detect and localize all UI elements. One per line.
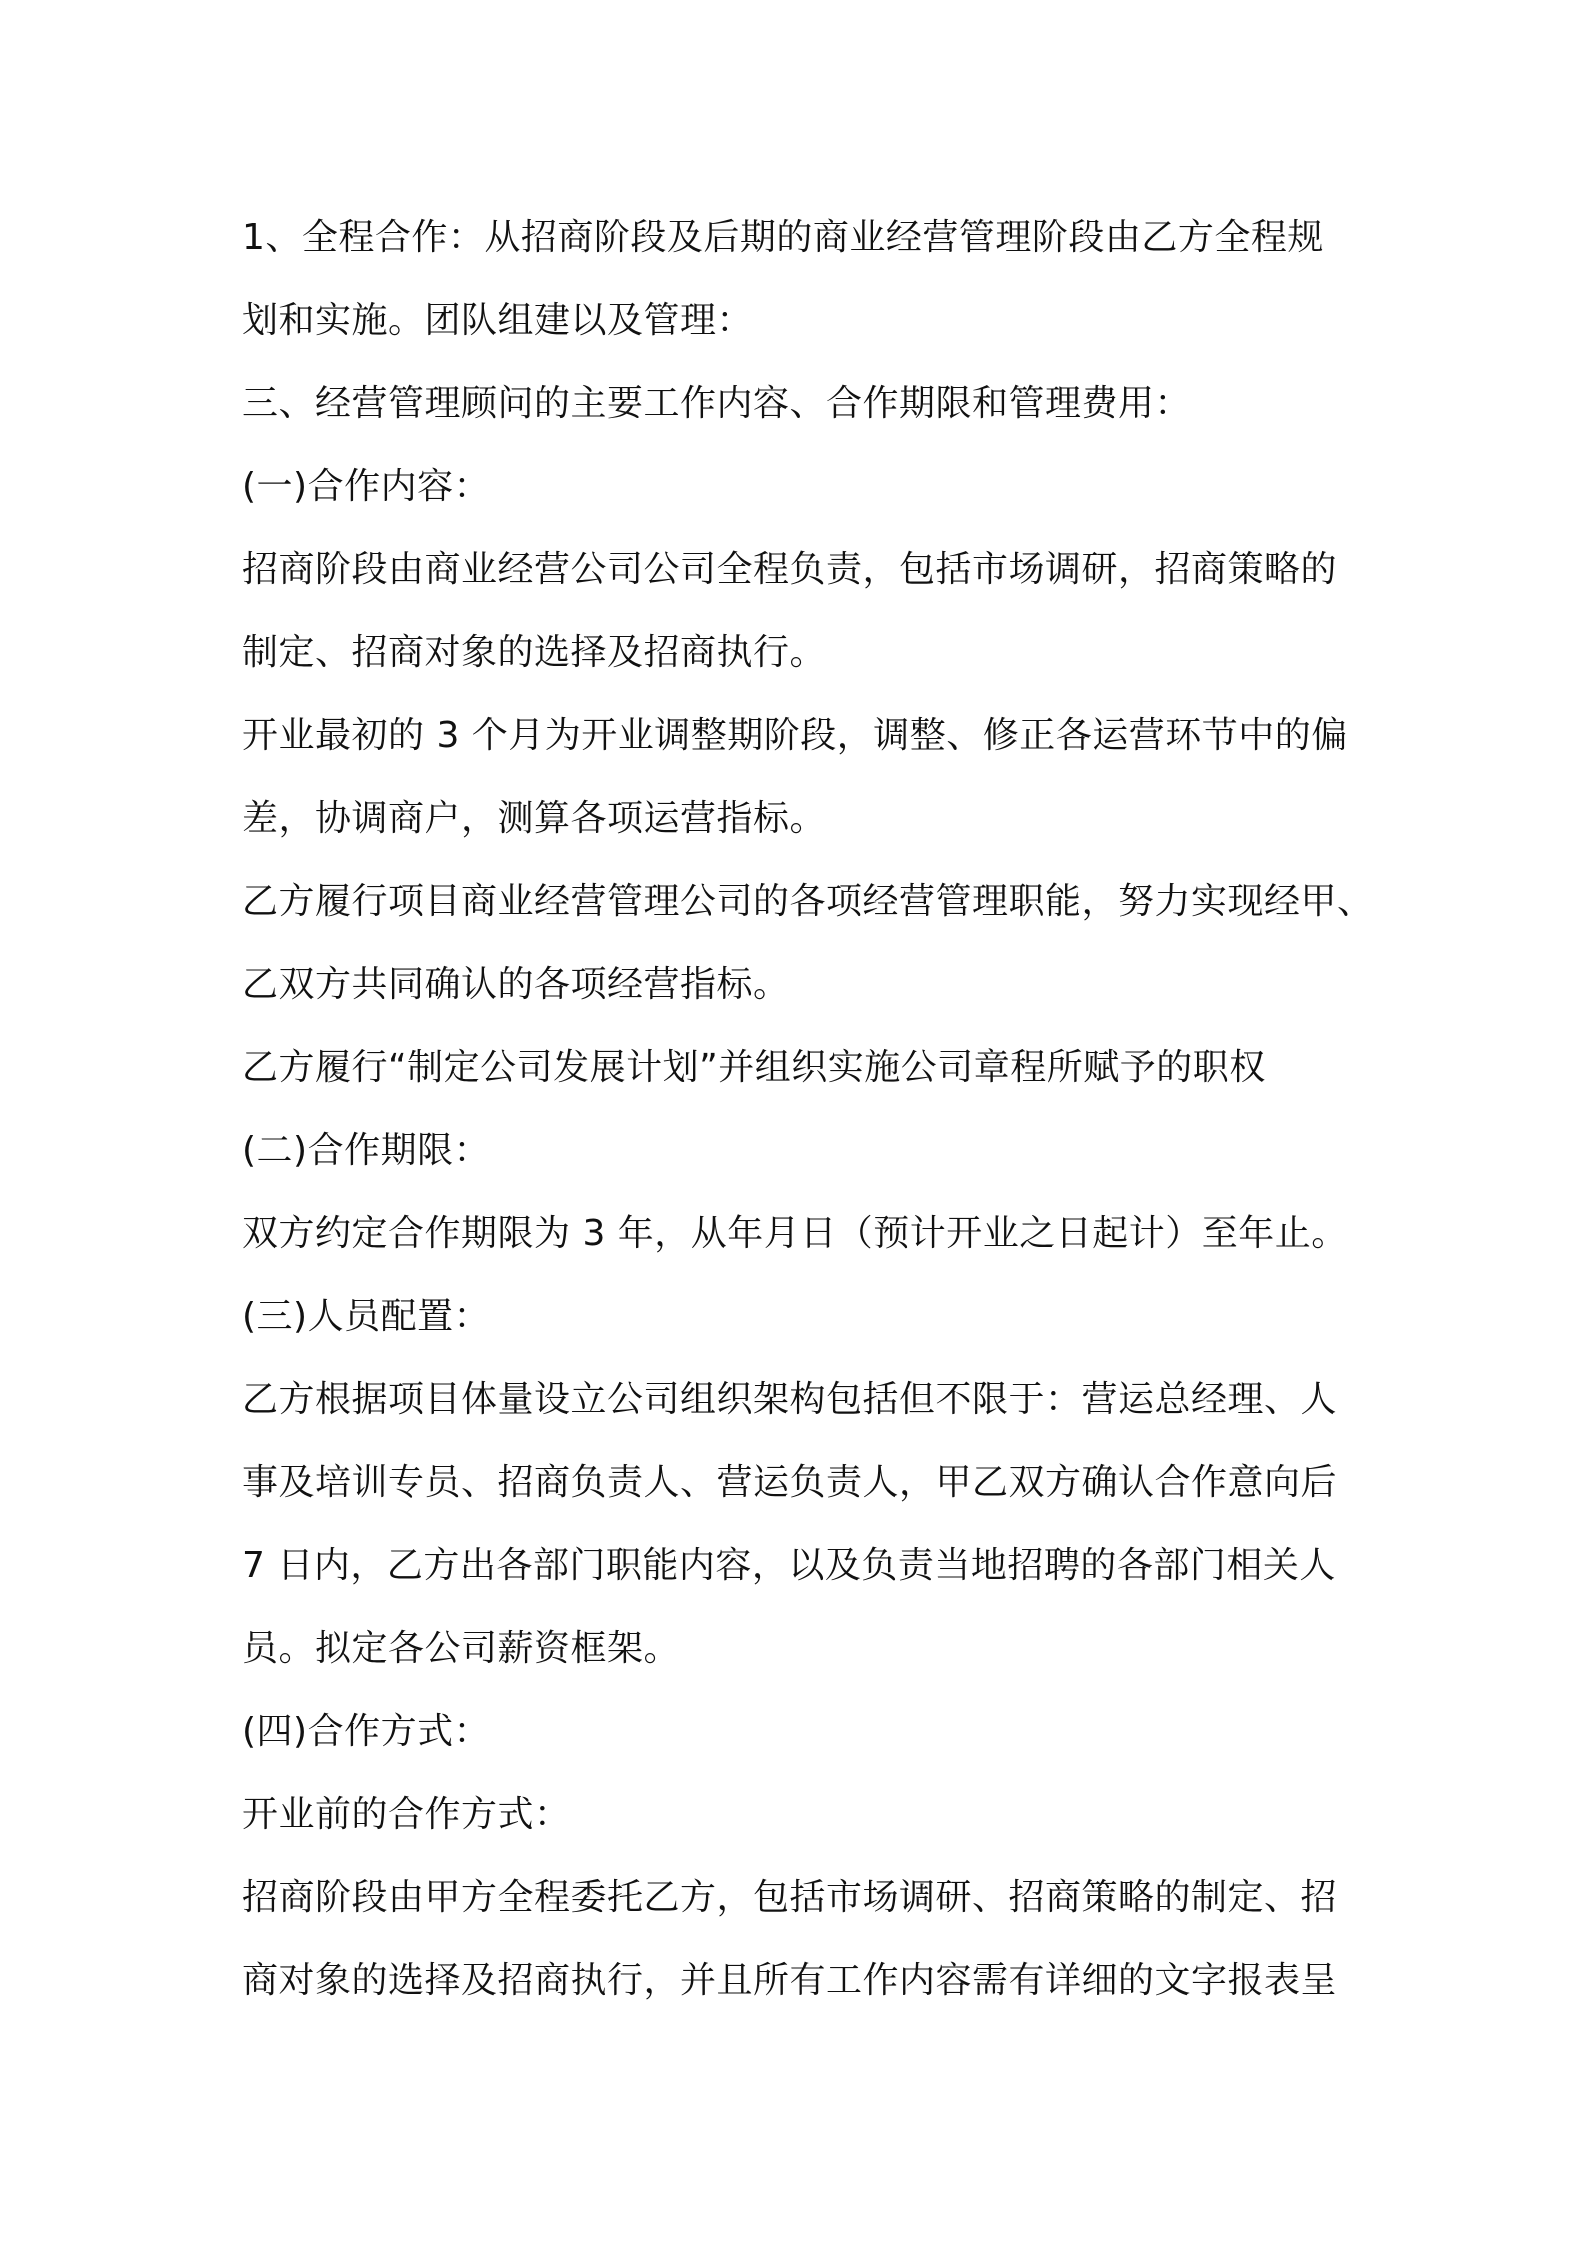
document-body xyxy=(242,196,1372,2022)
text-line: 制定、招商对象的选择及招商执行。 xyxy=(242,632,827,673)
text-line: 员。拟定各公司薪资框架。 xyxy=(242,1628,681,1669)
subsection-heading: (三)人员配置： xyxy=(242,1296,491,1337)
text-line: 商对象的选择及招商执行，并且所有工作内容需有详细的文字报表呈 xyxy=(242,1960,1338,2001)
subsection-heading: (四)合作方式： xyxy=(242,1711,491,1752)
text-line: 7 日内，乙方出各部门职能内容，以及负责当地招聘的各部门相关人 xyxy=(242,1545,1336,1586)
text-line: 乙方履行项目商业经营管理公司的各项经营管理职能，努力实现经甲、 xyxy=(242,881,1374,922)
text-line: 乙方根据项目体量设立公司组织架构包括但不限于：营运总经理、人 xyxy=(242,1379,1338,1420)
subsection-heading: (一)合作内容： xyxy=(242,466,491,507)
text-line: 开业前的合作方式： xyxy=(242,1794,571,1835)
text-line: 乙方履行“制定公司发展计划”并组织实施公司章程所赋予的职权 xyxy=(242,1047,1266,1088)
text-line: 划和实施。团队组建以及管理： xyxy=(242,300,754,341)
text-line: 乙双方共同确认的各项经营指标。 xyxy=(242,964,790,1005)
text-line: 差，协调商户，测算各项运营指标。 xyxy=(242,798,827,839)
text-line: 招商阶段由商业经营公司公司全程负责，包括市场调研，招商策略的 xyxy=(242,549,1338,590)
text-line: 开业最初的 3 个月为开业调整期阶段，调整、修正各运营环节中的偏 xyxy=(242,715,1348,756)
text-line: 1、全程合作：从招商阶段及后期的商业经营管理阶段由乙方全程规 xyxy=(242,217,1324,258)
text-line: 事及培训专员、招商负责人、营运负责人，甲乙双方确认合作意向后 xyxy=(242,1462,1338,1503)
text-line: 双方约定合作期限为 3 年，从年月日（预计开业之日起计）至年止。 xyxy=(242,1213,1348,1254)
subsection-heading: (二)合作期限： xyxy=(242,1130,491,1171)
section-heading: 三、经营管理顾问的主要工作内容、合作期限和管理费用： xyxy=(242,383,1192,424)
text-line: 招商阶段由甲方全程委托乙方，包括市场调研、招商策略的制定、招 xyxy=(242,1877,1338,1918)
